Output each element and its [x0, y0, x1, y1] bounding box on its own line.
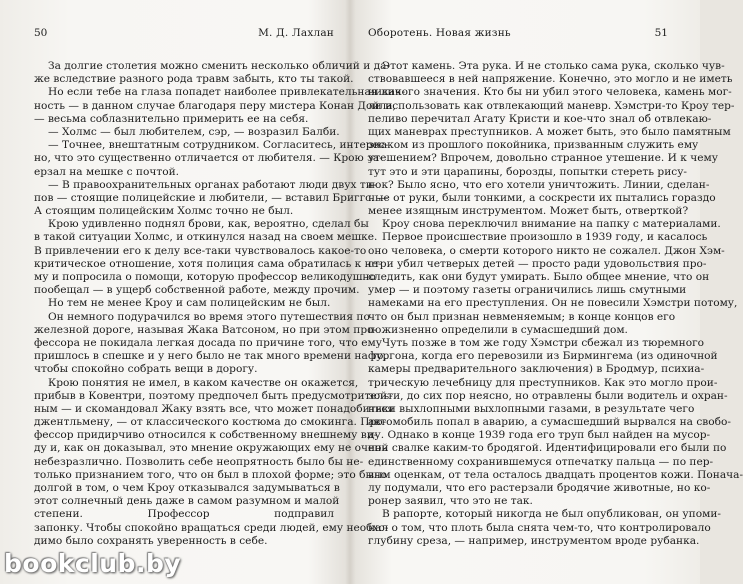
text-line: Первое происшествие произошло в 1939 году, и касалось: [382, 231, 708, 244]
text-line: долгой в том, о чем Кроу отказывался задумываться в: [34, 482, 340, 494]
text-line: чтобы спокойно собрать вещи в дорогу.: [34, 363, 258, 376]
text-line: ерзал на мешке с почтой.: [34, 165, 180, 178]
text-line: Крою удивленно поднял брови, как, вероятно, сделал бы: [48, 218, 369, 231]
text-line: Кроу снова переключил внимание на папку с материалами.: [382, 218, 721, 231]
page-number: 50: [34, 27, 48, 39]
text-line: пришлось в спешке и у него было не так много времени на то,: [34, 350, 387, 363]
text-line: только признанием того, что он был в плохой форме; это было: [34, 468, 388, 481]
text-line: ронер заявил, что это не так.: [368, 495, 533, 508]
text-line: пообещал — в ущерб собственной работе, между прочим.: [34, 284, 360, 297]
text-line: А стоящим полицейским Холмс точно не был.: [34, 205, 294, 218]
text-line: же вследствие разного рода травм забыть, кто ты такой.: [34, 73, 354, 86]
text-line: намеками на его преступления. Он не повесили Хэмстри потому,: [368, 297, 738, 310]
text-line: В привлечении его к делу все-таки чувствовалось какое-то: [34, 244, 367, 257]
text-line: лу подумали, что его растерзали бродячие животные, но ко-: [368, 482, 711, 494]
text-line: пожизненно определили в сумасшедший дом.: [368, 323, 628, 336]
text-line: му и попросила о помощи, которую профессор великодушно: [34, 271, 376, 283]
text-line: пов — стоящие полицейские и любители, — вставил Бриггс. —: [34, 191, 389, 204]
text-line: тут это и эти царапины, борозды, попытки стереть рису-: [368, 165, 688, 178]
text-line: менее изящным инструментом. Может быть, отверткой?: [368, 205, 689, 218]
text-line: вым оценкам, от тела осталось двадцать процентов кожи. Понача-: [368, 468, 743, 481]
right-page-header: [368, 26, 668, 40]
text-line: щих маневрах преступников. А может быть, это было памятным: [368, 125, 731, 138]
right-page-body: [368, 60, 743, 548]
text-line: в такой ситуации Холмс, и откинулся назад на своем мешке.: [34, 231, 378, 244]
text-line: что он был признан невменяемым; в конце концов его: [368, 310, 676, 323]
text-line: прибыв в Ковентри, поэтому предпочел быть предусмотритель-: [34, 389, 393, 402]
text-line: следить, как они будут умирать. Было общее мнение, что он: [368, 271, 710, 283]
text-line: пеливо перечитал Агату Кристи и кое-что знал об отвлекаю-: [368, 112, 712, 125]
text-line: небезразлично. Позволить себе неопрятность было бы не-: [34, 455, 364, 468]
text-line: — Холмс — был любителем, сэр, — возразил Балби.: [48, 125, 340, 138]
text-line: умер — и поэтому газеты ограничились лишь смутными: [368, 284, 687, 297]
text-line: знаком из прошлого покойника, призванным служить ему: [368, 139, 699, 152]
left-page-header: [34, 26, 334, 40]
watermark-logo: bookclub.by: [4, 549, 182, 578]
text-line: ду. Однако в конце 1939 года его труп был найден на мусор-: [368, 429, 711, 442]
text-line: железной дороге, называя Жака Ватсоном, но при этом про-: [34, 323, 378, 336]
text-line: но, что это существенно отличается от любителя. — Крою за-: [34, 152, 383, 165]
text-line: стри убил четверых детей — просто ради удовольствия про-: [368, 257, 707, 270]
text-line: глубину среза, — например, инструментом вроде рубанка.: [368, 534, 700, 547]
text-line: автомобиль попал в аварию, а сумасшедший вырвался на свобо-: [368, 416, 731, 429]
text-line: — Точнее, внештатным сотрудником. Согласитесь, интерес-: [48, 139, 389, 152]
text-line: этот солнечный день даже в самом разумном и малой: [34, 495, 340, 508]
text-line: Чуть позже в том же году Хэмстри сбежал из тюремного: [382, 336, 705, 349]
text-line: нал о том, что плоть была снята чем-то, что контролировало: [368, 521, 711, 534]
text-line: ли использовать как отвлекающий маневр. Хэмстри-то Кроу тер-: [368, 99, 735, 112]
text-line: единственному сохранившемуся отпечатку пальца — по пер-: [368, 455, 714, 468]
text-line: Этот камень. Эта рука. И не столько сама рука, сколько чув-: [382, 60, 725, 72]
text-line: трическую лечебницу для преступников. Как это могло прои-: [368, 376, 718, 389]
text-line: фургона, когда его перевозили из Бирмингема (из одиночной: [368, 350, 718, 363]
text-line: фессор придирчиво относился к собственному внешнему ви-: [34, 429, 378, 442]
text-line: ники выхлопными выхлопными газами, в результате чего: [368, 402, 695, 415]
text-line: ные от руки, были тонкими, а соскрести их пытались гораздо: [368, 191, 716, 204]
text-line: димо было сохранять уверенность в себе.: [34, 534, 268, 547]
text-line: джентльмену, — от классического костюма до смокинга. Про-: [34, 416, 387, 429]
text-line: — В правоохранительных органах работают люди двух ти-: [48, 178, 377, 191]
text-line: нок? Было ясно, что его хотели уничтожить. Линии, сделан-: [368, 178, 710, 191]
text-line: зойти, до сих пор неясно, но отравлены были водитель и охран-: [368, 389, 728, 402]
text-line: фессора не покидала легкая досада по причине того, что ему: [34, 336, 382, 349]
text-line: За долгие столетия можно сменить несколько обличий и да-: [48, 60, 391, 72]
running-head-author: М. Д. Лахлан: [258, 27, 334, 39]
text-line: ной свалке каким-то бродягой. Идентифицировали его были по: [368, 442, 727, 455]
page-number: 51: [654, 27, 668, 39]
text-line: ду и, как он доказывал, это мнение окружающих ему не очень: [34, 442, 388, 455]
text-line: утешением? Впрочем, довольно странное утешение. И к чему: [368, 152, 718, 165]
text-line: В рапорте, который никогда не был опубликован, он упоми-: [382, 508, 721, 521]
text-line: Он немного подурачился во время этого путешествия по: [48, 310, 370, 323]
text-line: степени. Профессор подправил: [34, 508, 334, 521]
text-line: Но тем не менее Кроу и сам полицейским не был.: [48, 297, 331, 310]
text-line: ным — и скомандовал Жаку взять все, что может понадобиться: [34, 402, 394, 415]
text-line: Крою понятия не имел, в каком качестве он окажется,: [48, 376, 359, 389]
text-line: Но если тебе на глаза попадет наиболее привлекательная лич-: [48, 86, 406, 99]
text-line: критическое отношение, хотя полиция сама обратилась к не-: [34, 257, 382, 270]
text-line: камеры предварительного заключения) в Бродмур, психиа-: [368, 363, 705, 376]
left-page-body: [34, 60, 406, 548]
text-line: — весьма соблазнительно примерить ее на себя.: [34, 112, 309, 125]
text-line: ствовавшееся в ней напряжение. Конечно, это могло и не иметь: [368, 73, 733, 86]
text-line: никакого значения. Кто бы ни убил этого человека, камень мог-: [368, 86, 732, 99]
text-line: ность — в данном случае благодаря перу мистера Конан Дойла,: [34, 99, 396, 112]
text-line: запонку. Чтобы спокойно вращаться среди людей, ему необхо-: [34, 521, 389, 534]
text-line: оно человека, о смерти которого никто не сожалел. Джон Хэм-: [368, 244, 725, 257]
running-head-title: Оборотень. Новая жизнь: [368, 27, 511, 39]
